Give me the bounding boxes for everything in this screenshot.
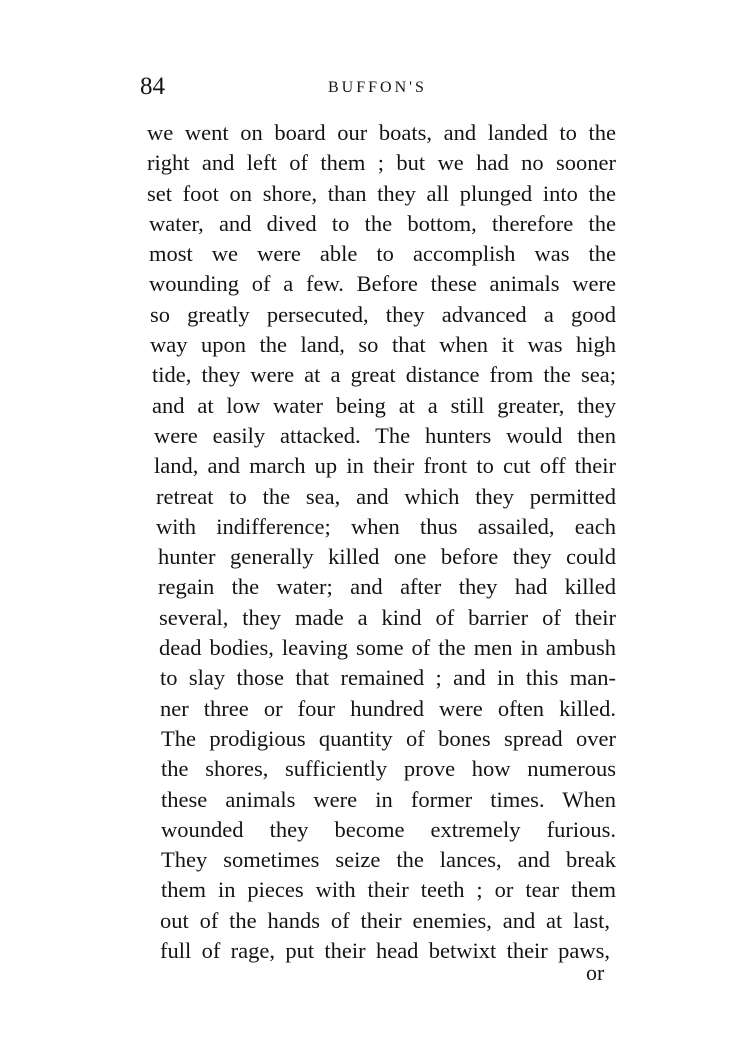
- text-line: several, they made a kind of barrier of their: [159, 604, 616, 630]
- text-line: dead bodies, leaving some of the men in ambush: [159, 635, 616, 661]
- text-line: The prodigious quantity of bones spread over: [161, 725, 616, 751]
- text-line: were easily attacked. The hunters would then: [154, 422, 616, 448]
- text-line: with indifference; when thus assailed, each: [156, 513, 616, 539]
- page-number: 84: [140, 73, 165, 100]
- running-head: BUFFON'S: [328, 79, 427, 96]
- text-line: them in pieces with their teeth ; or tear them: [161, 877, 616, 903]
- text-line: so greatly persecuted, they advanced a good: [150, 301, 616, 327]
- text-line: ner three or four hundred were often killed.: [160, 695, 616, 721]
- text-line: retreat to the sea, and which they permitted: [156, 483, 616, 509]
- text-line: these animals were in former times. When: [161, 786, 616, 812]
- text-line: regain the water; and after they had killed: [158, 574, 616, 600]
- text-line: out of the hands of their enemies, and at last,: [160, 907, 610, 933]
- text-line: right and left of them ; but we had no sooner: [147, 150, 616, 176]
- text-line: wounding of a few. Before these animals were: [149, 271, 616, 297]
- text-line: hunter generally killed one before they could: [158, 544, 616, 570]
- text-line: and at low water being at a still greater, they: [152, 392, 616, 418]
- text-line: They sometimes seize the lances, and break: [161, 847, 616, 873]
- body-text: [144, 118, 616, 966]
- catchword: or: [586, 960, 605, 985]
- text-line: most we were able to accomplish was the: [149, 241, 616, 267]
- text-line: tide, they were at a great distance from the sea;: [152, 362, 616, 388]
- text-line: way upon the land, so that when it was high: [150, 332, 616, 358]
- text-line: we went on board our boats, and landed to the: [147, 120, 616, 145]
- text-line: to slay those that remained ; and in this man-: [160, 665, 616, 691]
- page-header: [140, 70, 612, 104]
- text-line: full of rage, put their head betwixt their paws,: [160, 938, 610, 964]
- text-line: the shores, sufficiently prove how numerous: [161, 756, 616, 782]
- text-line: land, and march up in their front to cut off their: [154, 453, 616, 479]
- text-line: wounded they become extremely furious.: [161, 816, 616, 842]
- text-line: set foot on shore, than they all plunged into the: [147, 180, 616, 206]
- text-line: water, and dived to the bottom, therefore the: [149, 210, 616, 236]
